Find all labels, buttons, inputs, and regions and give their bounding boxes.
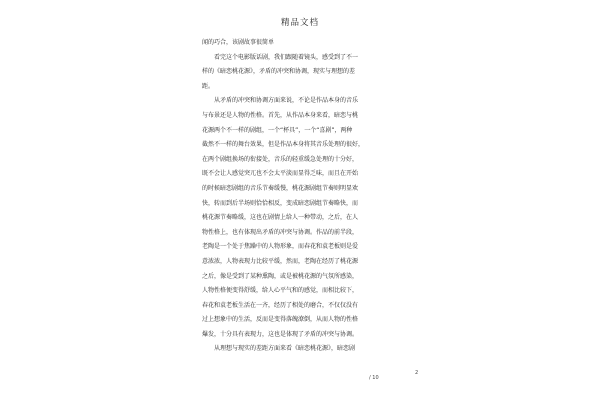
text-line: 桃花源节奏略缓，这也在剧情上给人一种带动，之后，在人 xyxy=(202,214,359,222)
text-line: 物性格上，也有体现出矛盾的冲突与协调。作品的前半段， xyxy=(202,228,359,236)
text-line: 看完这个电影版话剧，我们跟随着镜头，感受到了不一 xyxy=(214,53,359,61)
side-page-number: 2 xyxy=(415,370,419,376)
page-header: 精品文档 xyxy=(280,18,319,28)
text-line: 花源两个不一样的剧组，一个“杯具”，一个“喜剧”，两种 xyxy=(202,126,353,134)
text-line: 老陶是一个处于焦躁中的人物形象，而春花和袁老板则是爱 xyxy=(202,243,359,251)
body-text xyxy=(202,36,410,357)
text-line: 春花和袁老板生活在一齐，经历了相处的磨合，不仅仅没有 xyxy=(202,301,359,309)
text-line: 截然不一样的舞台效果，但是作品本身将其音乐处理的很好， xyxy=(202,141,365,149)
text-line: 从矛盾的冲突和协调方面来说，不论是作品本身的音乐 xyxy=(214,97,359,105)
text-line: 既不会让人感觉突兀也不会太平淡而显得乏味，而且在开始 xyxy=(202,170,359,178)
text-line: 与布景还是人物的性格。首先，从作品本身来看，暗恋与桃 xyxy=(202,111,359,119)
text-line: 在两个剧组换场的衔接处，音乐的轻重缓急处理的十分好， xyxy=(202,155,359,163)
text-line: 过上想象中的生活，反而是变得落魄潦倒，从而人物的性格 xyxy=(202,316,359,324)
text-line: 从理想与现实的差距方面来看《暗恋桃花源》，暗恋剧 xyxy=(214,345,356,353)
text-line: 人物性格便变得舒缓，给人心平气和的感觉，而相比较下， xyxy=(202,287,359,295)
text-line: 闻的巧合，该剧故事很简单 xyxy=(202,39,275,46)
text-line: 之后，像是受到了某种熏陶，或是被桃花源的气氛所感染， xyxy=(202,272,359,280)
text-line: 快，转而到后半场则恰恰相反，变成暗恋剧组节奏略快，而 xyxy=(202,199,359,207)
text-line: 样的《暗恋桃花源》，矛盾的冲突和协调，现实与理想的差 xyxy=(202,68,356,76)
text-line: 爆发，十分具有表现力，这也是体现了矛盾的冲突与协调。 xyxy=(202,330,359,338)
text-line: 意浓浓，人物表现力比较平缓，然而，老陶在经历了桃花源 xyxy=(202,257,359,265)
text-line: 的时候暗恋剧组的音乐节奏缓慢，桃花源剧组节奏则明显欢 xyxy=(202,184,359,192)
page-number: / 10 xyxy=(369,375,379,381)
text-line: 距。 xyxy=(202,82,215,90)
